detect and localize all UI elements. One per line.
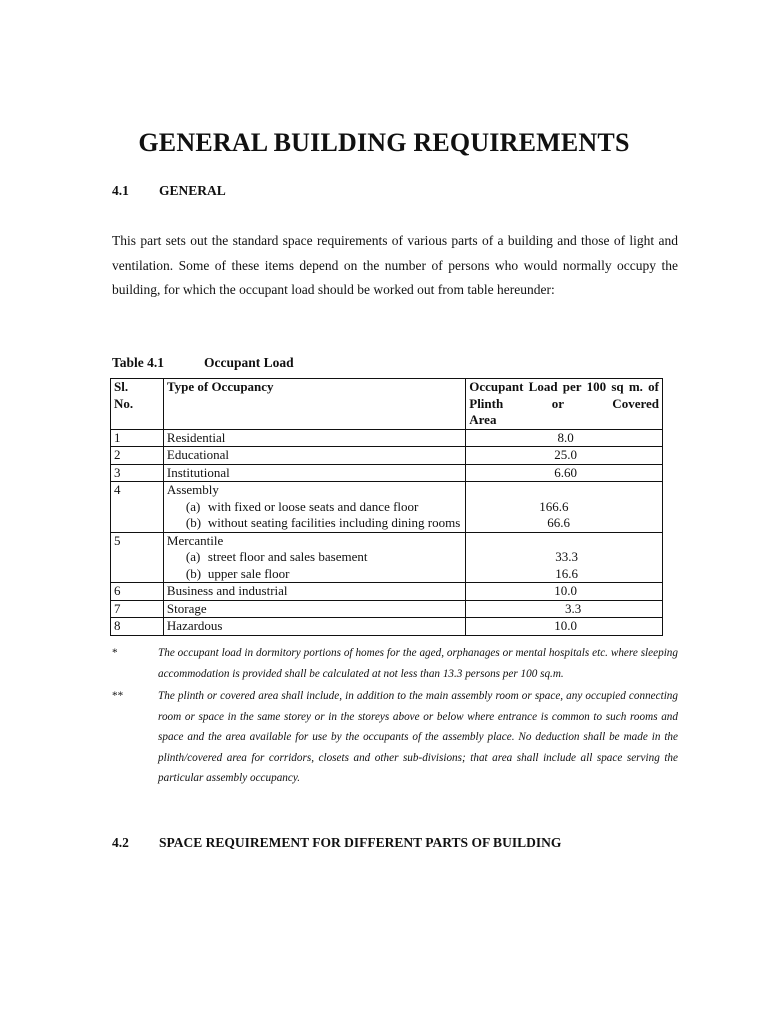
cell-load: 6.60 bbox=[466, 464, 663, 482]
section-number: 4.1 bbox=[112, 183, 129, 198]
cell-load: 8.0 bbox=[466, 429, 663, 447]
cell-type bbox=[163, 532, 465, 583]
cell-load bbox=[466, 482, 663, 533]
cell-sl: 4 bbox=[111, 482, 164, 533]
footnote-1 bbox=[112, 643, 678, 684]
table-row bbox=[111, 447, 663, 465]
cell-load: 10.0 bbox=[466, 583, 663, 601]
header-load-last: Area bbox=[469, 412, 497, 427]
intro-paragraph: This part sets out the standard space requirements of various parts of a building and those of light and ventilation. Some of these items depend on the number of persons who would normally occupy the building, for which the occupant load should be worked out from table hereunder: bbox=[112, 233, 678, 298]
table-row bbox=[111, 583, 663, 601]
cell-sl: 3 bbox=[111, 464, 164, 482]
cell-type: Storage bbox=[163, 600, 465, 618]
cell-load: 25.0 bbox=[466, 447, 663, 465]
cell-type: Business and industrial bbox=[163, 583, 465, 601]
sub-item bbox=[167, 549, 465, 566]
occupant-load-table bbox=[110, 378, 663, 636]
cell-sl: 6 bbox=[111, 583, 164, 601]
cell-type bbox=[163, 482, 465, 533]
header-occupant-load bbox=[466, 379, 663, 430]
header-sl: Sl. bbox=[114, 379, 129, 394]
cell-type: Hazardous bbox=[163, 618, 465, 636]
sub-item-text: street floor and sales basement bbox=[207, 549, 368, 564]
section-title: SPACE REQUIREMENT FOR DIFFERENT PARTS OF BUILDING bbox=[159, 835, 562, 850]
header-no: No. bbox=[114, 395, 134, 411]
cell-load: 10.0 bbox=[466, 618, 663, 636]
table-row bbox=[111, 600, 663, 618]
cell-type-label: Mercantile bbox=[166, 532, 224, 548]
sub-item-text: upper sale floor bbox=[207, 565, 290, 581]
cell-type: Institutional bbox=[163, 464, 465, 482]
header-load-text: Occupant Load per 100 sq m. of Plinth or Covered bbox=[469, 379, 659, 411]
cell-load-a: 33.3 bbox=[555, 549, 578, 564]
footnote-text: The plinth or covered area shall include, in addition to the main assembly room or space, any occupied connecting room or space in the same storey or in the storeys above or below where entrance is common to such rooms and space and the area available for use by the occupants of the assembly place. No deduction shall be made in the plinth/covered area for corridors, closets and other sub-divisions; that area shall include all space serving the particular assembly occupancy. bbox=[158, 690, 678, 784]
table-row bbox=[111, 532, 663, 583]
page-title: GENERAL BUILDING REQUIREMENTS bbox=[138, 128, 630, 157]
table-header-row bbox=[111, 379, 663, 430]
table-row bbox=[111, 464, 663, 482]
table-caption-title: Occupant Load bbox=[204, 355, 294, 370]
sub-item-label: (b) bbox=[185, 565, 202, 581]
section-title: GENERAL bbox=[159, 183, 226, 198]
section-number: 4.2 bbox=[112, 835, 129, 850]
cell-sl: 1 bbox=[111, 429, 164, 447]
sub-item-text: with fixed or loose seats and dance floor bbox=[207, 498, 419, 514]
cell-type-label: Assembly bbox=[166, 482, 219, 497]
sub-item bbox=[167, 499, 465, 516]
table-row bbox=[111, 429, 663, 447]
sub-item-text: without seating facilities including dining rooms bbox=[207, 515, 461, 530]
footnote-2 bbox=[112, 686, 678, 789]
footnote-text: The occupant load in dormitory portions of homes for the aged, orphanages or mental hospitals etc. where sleeping accommodation is provided shall be calculated at not less than 13.3 persons per 100 sq.m. bbox=[158, 647, 678, 680]
cell-sl: 7 bbox=[111, 600, 164, 618]
table-caption-number: Table 4.1 bbox=[112, 355, 165, 370]
table-row bbox=[111, 618, 663, 636]
sub-item-label: (a) bbox=[185, 549, 201, 564]
sub-item-label: (a) bbox=[185, 498, 201, 514]
cell-sl: 5 bbox=[111, 532, 164, 583]
cell-load bbox=[466, 532, 663, 583]
cell-load-b: 66.6 bbox=[547, 515, 570, 530]
table-row bbox=[111, 482, 663, 533]
table-notes bbox=[112, 643, 678, 789]
footnote-mark: ** bbox=[112, 690, 124, 702]
cell-load: 3.3 bbox=[466, 600, 663, 618]
sub-item bbox=[167, 515, 465, 532]
header-sl-no bbox=[111, 379, 164, 430]
footnote-mark: * bbox=[112, 647, 118, 659]
sub-item bbox=[167, 566, 465, 583]
cell-sl: 8 bbox=[111, 618, 164, 636]
cell-type: Educational bbox=[163, 447, 465, 465]
cell-load-b: 16.6 bbox=[555, 565, 578, 581]
cell-sl: 2 bbox=[111, 447, 164, 465]
cell-type: Residential bbox=[163, 429, 465, 447]
sub-item-label: (b) bbox=[185, 515, 202, 530]
header-type: Type of Occupancy bbox=[163, 379, 465, 430]
cell-load-a: 166.6 bbox=[539, 498, 569, 514]
